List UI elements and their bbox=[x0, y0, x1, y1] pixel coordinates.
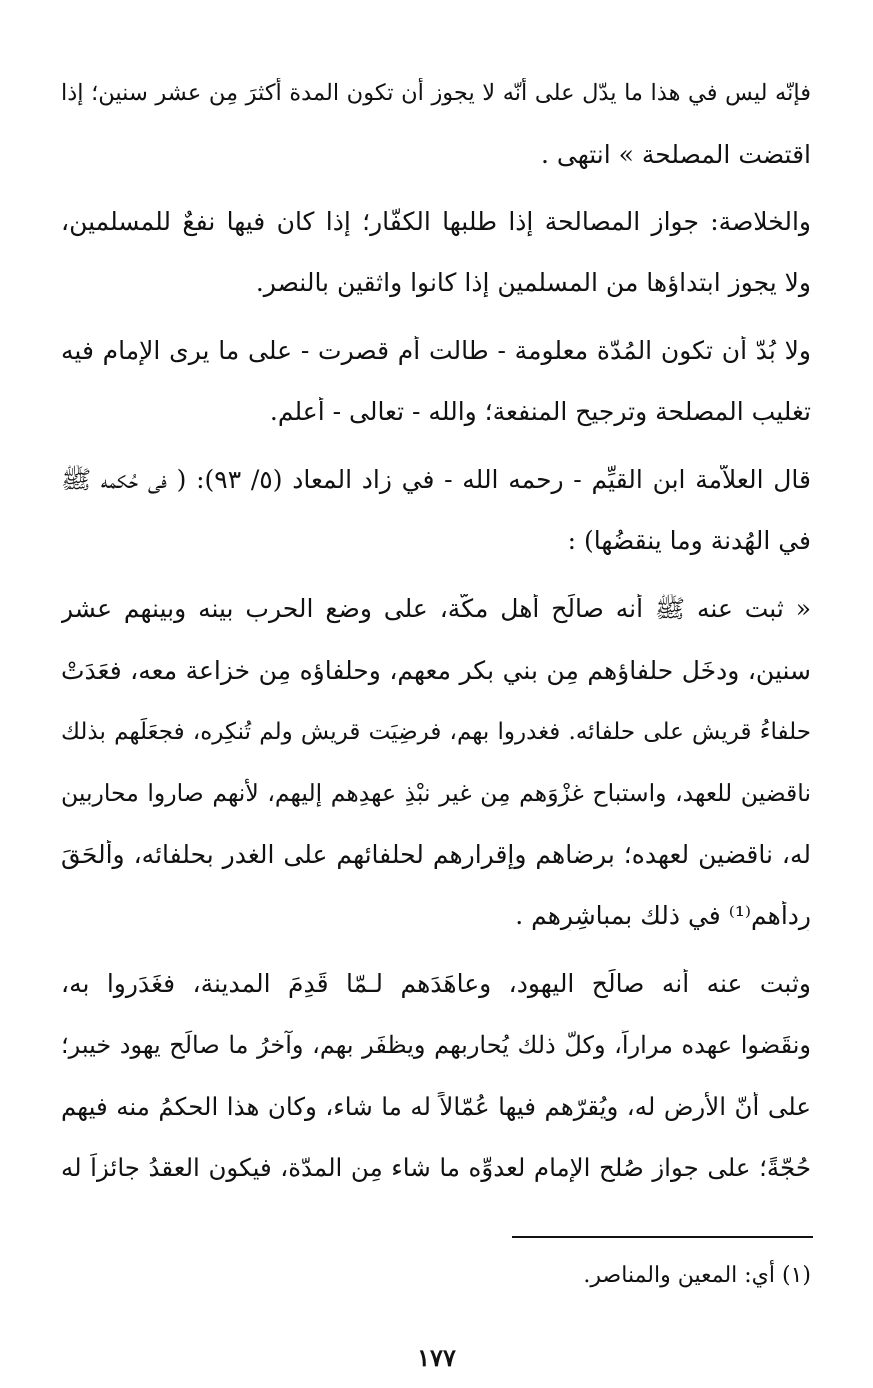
text-line: ولا بُدّ أن تكون المُدّة معلومة - طالت أم قصرت - على ما يرى الإمام فيه bbox=[61, 336, 811, 365]
text-line: في الهُدنة وما ينقضُها) : bbox=[567, 526, 811, 555]
text-line: وثبت عنه أنه صالَح اليهود، وعاهَدَهم لـمّا قَدِمَ المدينة، فغَدَروا به، bbox=[61, 969, 811, 998]
text-line: حلفاءُ قريش على حلفائه. فغدروا بهم، فرضِيَت قريش ولم تُنكِره، فجعَلَهم بذلك bbox=[61, 719, 811, 745]
footnote: (١) أي: المعين والمناصر. bbox=[583, 1263, 811, 1288]
text-line: ناقضين للعهد، واستباح غزْوَهم مِن غير نبْذِ عهدِهم إليهم، لأنهم صاروا محاربين bbox=[61, 779, 811, 807]
text-line: سنين، ودخَل حلفاؤهم مِن بني بكر معهم، وحلفاؤه مِن خزاعة معه، فعَدَتْ bbox=[61, 656, 811, 685]
text-line: ونقَضوا عهده مراراً، وكلّ ذلك يُحاربهم ويظفَر بهم، وآخرُ ما صالَح يهود خيبر؛ bbox=[61, 1031, 811, 1059]
text-line: قال العلاّمة ابن القيِّم - رحمه الله - في زاد المعاد (٥/ ٩٣): ( في حُكمه ﷺ bbox=[61, 465, 811, 494]
footnote-divider bbox=[512, 1236, 813, 1238]
text-line: « ثبت عنه ﷺ أنه صالَح أهل مكّة، على وضع الحرب بينه وبينهم عشر bbox=[61, 594, 811, 623]
text-line: فإنّه ليس في هذا ما يدّل على أنّه لا يجوز أن تكون المدة أكثرَ مِن عشر سنين؛ إذا bbox=[61, 80, 811, 106]
text-line: رِدأهم⁽¹⁾ في ذلك بمباشِرِهم . bbox=[515, 901, 811, 930]
text-line: على أنّ الأرض له، ويُقرّهم فيها عُمّالاً له ما شاء، وكان هذا الحكمُ منه فيهم bbox=[61, 1092, 811, 1121]
text-line: تغليب المصلحة وترجيح المنفعة؛ والله - تعالى - أعلم. bbox=[269, 397, 811, 426]
text-line: والخلاصة: جواز المصالحة إذا طلبها الكفّار؛ إذا كان فيها نفعٌ للمسلمين، bbox=[61, 207, 811, 236]
text-line: ولا يجوز ابتداؤها من المسلمين إذا كانوا واثقين بالنصر. bbox=[255, 268, 811, 297]
page-number: ١٧٧ bbox=[417, 1343, 456, 1372]
text-line: اقتضت المصلحة » انتهى . bbox=[540, 140, 811, 169]
text-line: له، ناقضين لعهده؛ برضاهم وإقرارهم لحلفائهم على الغدر بحلفائه، وألحَقَ bbox=[61, 840, 811, 869]
text-line: حُجّةً؛ على جواز صُلح الإمام لعدوِّه ما شاء مِن المدّة، فيكون العقدُ جائزاً له bbox=[61, 1153, 811, 1182]
